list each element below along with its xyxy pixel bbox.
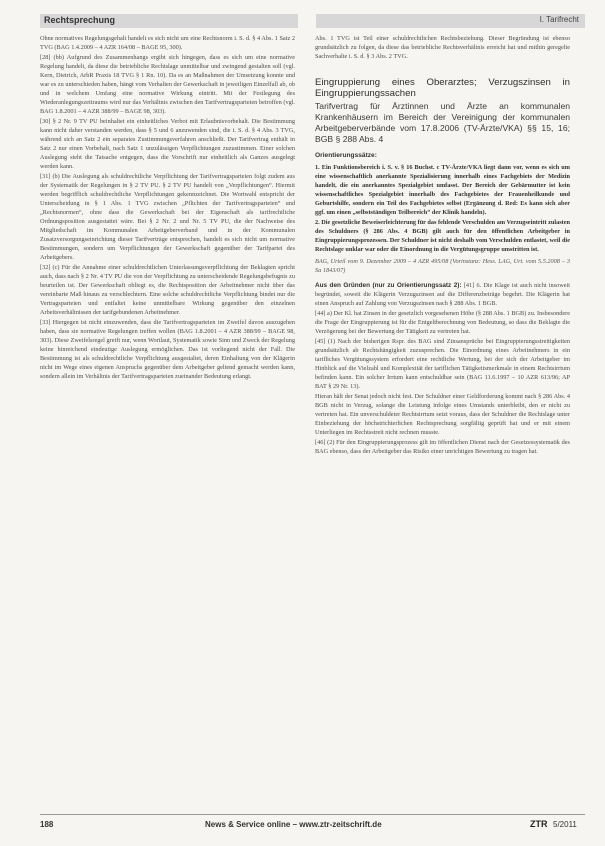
body-paragraph: [33] Hiergegen ist nicht einzuwenden, dass die Tarifvertragsparteien im Zweifel davon auszugehen haben, dass sie normative Regelungen treffen wollen (BAG 1.8.2001 – 4 AZR 388/99 – BAGE 98, 303). Diese Zweifelsregel greift nur, wenn Wortlaut, Systematik sowie Sinn und Zweck der Regelung keine hinreichend eindeutige Auslegung ermöglichen. Das ist vorliegend nicht der Fall. Die Bestimmung ist als schuldrechtliche Verpflichtung ausgestaltet, deren Einhaltung von der Klägerin nicht im Wege eines eigenen Anspruchs gegenüber dem Arbeitgeber geltend gemacht werden kann, sondern allein im Verhältnis der Tarifvertragsparteien zueinander Bedeutung erlangt. [40,319,295,380]
body-paragraph: [28] (bb) Aufgrund des Zusammenhangs ergibt sich hingegen, dass es sich um eine normative Regelung handelt, da diese die betriebliche Rechtslage unmittelbar und zwingend gestalten soll (vgl. Kern, Dietrich, ArbR Praxis 18 TVG § 1 Rn. 10). Da es an Maßnahmen der Umsetzung konnte und war es zu unterschieden haben, hängt vom Verhalten der Gewerkschaft in jeweiligen Einzelfall ab, ob und in welchem Umfang eine normative Wirkung eintritt. Mit der Festlegung des Wiederanlegungszeitraums wird nur das Verhältnis zwischen den Tarifvertragsparteien betroffen (vgl. BAG 1.8.2001 – 4 AZR 388/99 – BAGE 98, 303). [40,54,295,115]
body-paragraph: [30] § 2 Nr. 9 TV PU beinhaltet ein einheitliches Verbot mit Erlaubnisvorbehalt. Die Bestimmung kann nicht daher verstanden werden, dass § 5 und 6 anzuwenden sind, die i. S. d. § 4 Abs. 3 TVG, während sich an Satz 2 ein separates Zustimmungsverfahren anschließt. Der Tarifvertrag enthält in Satz 2 nur einen Vorbehalt, nach Satz 1 unzulässigen Verpflichtungen zuzustimmen. Einer solchen Auslegung steht die Tatsache entgegen, dass die Vorschrift nur einheitlich als Ganzes ausgelegt werden kann. [40,118,295,170]
body-paragraph: Hieran hält der Senat jedoch nicht fest. Der Schuldner einer Geldforderung kommt nach § 286 Abs. 4 BGB nicht in Verzug, solange die Leistung infolge eines Umstands unterbleibt, den er nicht zu vertreten hat. Ein unverschuldeter Rechtsirrtum setzt voraus, dass der Schuldner die Rechtslage unter Einbeziehung der höchstrichterlichen Rechtsprechung sorgfältig geprüft hat und er mit einem Unterliegen im Rechtsstreit nicht rechnen musste. [315,393,570,436]
journal-logo: ZTR [530,819,548,829]
article-subtitle: Tarifvertrag für Ärztinnen und Ärzte an kommunalen Krankenhäusern im Bereich der Vereinigung der kommunalen Arbeitgeberverbände vom 17.8.2006 (TV-Ärzte/VKA) §§ 15, 16; BGB § 288 Abs. 4 [315,101,570,144]
body-paragraph: Abs. 1 TVG ist Teil einer schuldrechtlichen Rechtsbeziehung. Dieser Begründung ist ebenso grundsätzlich zu folgen, da diese das betriebliche Rechtsverhältnis erreicht hat und mithin geregelte Sachverhalte i. S. d. § 3 Abs. 2 TVG. [315,35,570,60]
reasons-text: [41] 6. Die Klage ist auch nicht insoweit begründet, soweit die Klägerin Verzugszinsen auf die Differenzbeträge begehrt. Die Klägerin hat einen Anspruch auf Zahlung von Verzugszinsen nach § 288 Abs. 1 BGB. [315,282,570,307]
left-column [40,34,295,810]
body-paragraph: [32] (c) Für die Annahme einer schuldrechtlichen Unterlassungsverpflichtung der Beklagten spricht auch, dass nach § 2 Nr. 4 TV PU die von der Verpflichtung zu unterscheidende Regelungsbefugnis zu beurteilen ist. Der Gewerkschaft obliegt es, die Rechtsposition der Arbeitnehmer nicht über das vereinbarte Maß hinaus zu verschlechtern. Eine solche schuldrechtliche Verpflichtung bindet nur die Vertragsparteien und entfaltet keine unmittelbare Wirkung gegenüber den einzelnen Arbeitsverhältnissen der tarifgebundenen Arbeitnehmer. [40,264,295,316]
issue-number: 5/2011 [553,820,577,829]
continued-text [315,34,570,61]
body-paragraph [315,281,570,308]
headnote: 1. Ein Funktionsbereich i. S. v. § 16 Buchst. c TV-Ärzte/VKA liegt dann vor, wenn es sich um eine wissenschaftlich anerkannte Spezialisierung innerhalb eines Fachgebiets der Medizin handelt, die ein anerkanntes Spezialgebiet umfasst. Der Bereich der Gebärmutter ist kein wissenschaftliches Spezialgebiet innerhalb des Fachgebietes der Frauenheilkunde und Geburtshilfe, sondern ein Teil des Fachgebietes selbst (Ergänzung d. Red: Es kann sich aber ggf. um einen „selbstständigen Teilbereich“ der Klinik handeln). [315,164,570,216]
reasons-heading: Aus den Gründen (nur zu Orientierungssatz 2): [315,282,462,289]
body-paragraph: [45] (1) Nach der bisherigen Rspr. des BAG sind Zinsansprüche bei Eingruppierungsstreitigkeiten grundsätzlich ab Rechtshängigkeit zuzusprechen. Die Einordnung eines Arbeitnehmers in ein tarifliches Vergütungssystem erfordert eine rechtliche Wertung, bei der sich der Arbeitgeber im Hinblick auf die Vielzahl und Komplexität der tariflichen Tätigkeitsmerkmale in einem Rechtsirrtum befinden kann. Ein solcher Irrtum kann entschuldbar sein (BAG 11.6.1997 – 10 AZR 613/96; AP BAT § 29 Nr. 13). [315,338,570,390]
body-paragraph: [44] a) Der Kl. hat Zinsen in der gesetzlich vorgesehenen Höhe (§ 288 Abs. 1 BGB) zu. Insbesondere die Frage der Eingruppierung ist für die Entgeltberechnung von Bedeutung, so dass die Beklagte die Verzögerung bei der Bewertung der Tätigkeit zu vertreten hat. [315,310,570,335]
header-subject-box [316,14,585,28]
decision-source: BAG, Urteil vom 9. Dezember 2009 – 4 AZR 495/08 (Vorinstanz: Hess. LAG, Urt. vom 5.5.2008 – 3 Sa 1843/07) [315,258,570,274]
header-section-label: Rechtsprechung [44,15,116,25]
right-column [315,34,570,810]
running-header [40,14,585,28]
body-paragraph: [46] (2) Für den Eingruppierungsprozess gilt im öffentlichen Dienst nach der Gesetzessystematik des BAG ebenso, dass der Arbeitgeber das Risiko einer unrichtigen Bewertung zu tragen hat. [315,439,570,455]
body-paragraph: [31] (b) Die Auslegung als schuldrechtliche Verpflichtung der Tarifvertragsparteien folgt zudem aus der Systematik der Regelungen in § 2 TV PU. § 2 TV PU handelt von „Verpflichtungen“. Hiermit werden begrifflich schuldrechtliche Verpflichtungen gekennzeichnet. Die Wortwahl entspricht der Unterscheidung in § 1 Abs. 1 TVG zwischen „Pflichten der Tarifvertragsparteien“ und „Rechtsnormen“, ohne dass die Gewerkschaft bei der Eigenschaft als tarifrechtliche Ordnungsposition ausgestattet wäre. Bei § 2 Nr. 2 und Nr. 5 TV PU, die der Nachweise des Mitgliedschaft im Kommunalen Arbeitgeberverband und in der Kommunalen Zusatzversorgungseinrichtung dieser Tarifverträge entsprechen, handelt es sich nicht um normative Bestimmungen, sondern um Verpflichtungen der Gewerkschaft gegenüber der Tarifpartei des Arbeitgebers. [40,173,295,261]
header-section-box [40,14,298,28]
header-subject-label: I. Tarifrecht [539,15,579,24]
article-title: Eingruppierung eines Oberarztes; Verzugszinsen in Eingruppierungssachen [315,77,570,99]
headnotes-heading: Orientierungssätze: [315,152,377,159]
body-paragraph: Ohne normatives Regelungsgehalt handelt es sich nicht um eine Rechtsnorm i. S. d. § 4 Abs. 1 Satz 2 TVG (BAG 1.4.2009 – 4 AZR 164/08 – BAGE 95, 300). [40,35,295,51]
headnote: 2. Die gesetzliche Beweiserleichterung für das fehlende Verschulden am Verzugseintritt zulasten des Schuldners (§ 286 Abs. 4 BGB) gilt auch für den öffentlichen Arbeitgeber in Eingruppierungsprozessen. Der Schuldner ist nicht deshalb vom Verschulden entlastet, weil die Rechtslage unklar war oder die Einordnung in die Vergütungsgruppe umstritten ist. [315,219,570,253]
footer-website: News & Service online – www.ztr-zeitschrift.de [205,820,382,829]
page-footer [40,818,585,832]
footer-rule [40,814,585,815]
page-number: 188 [40,820,54,829]
